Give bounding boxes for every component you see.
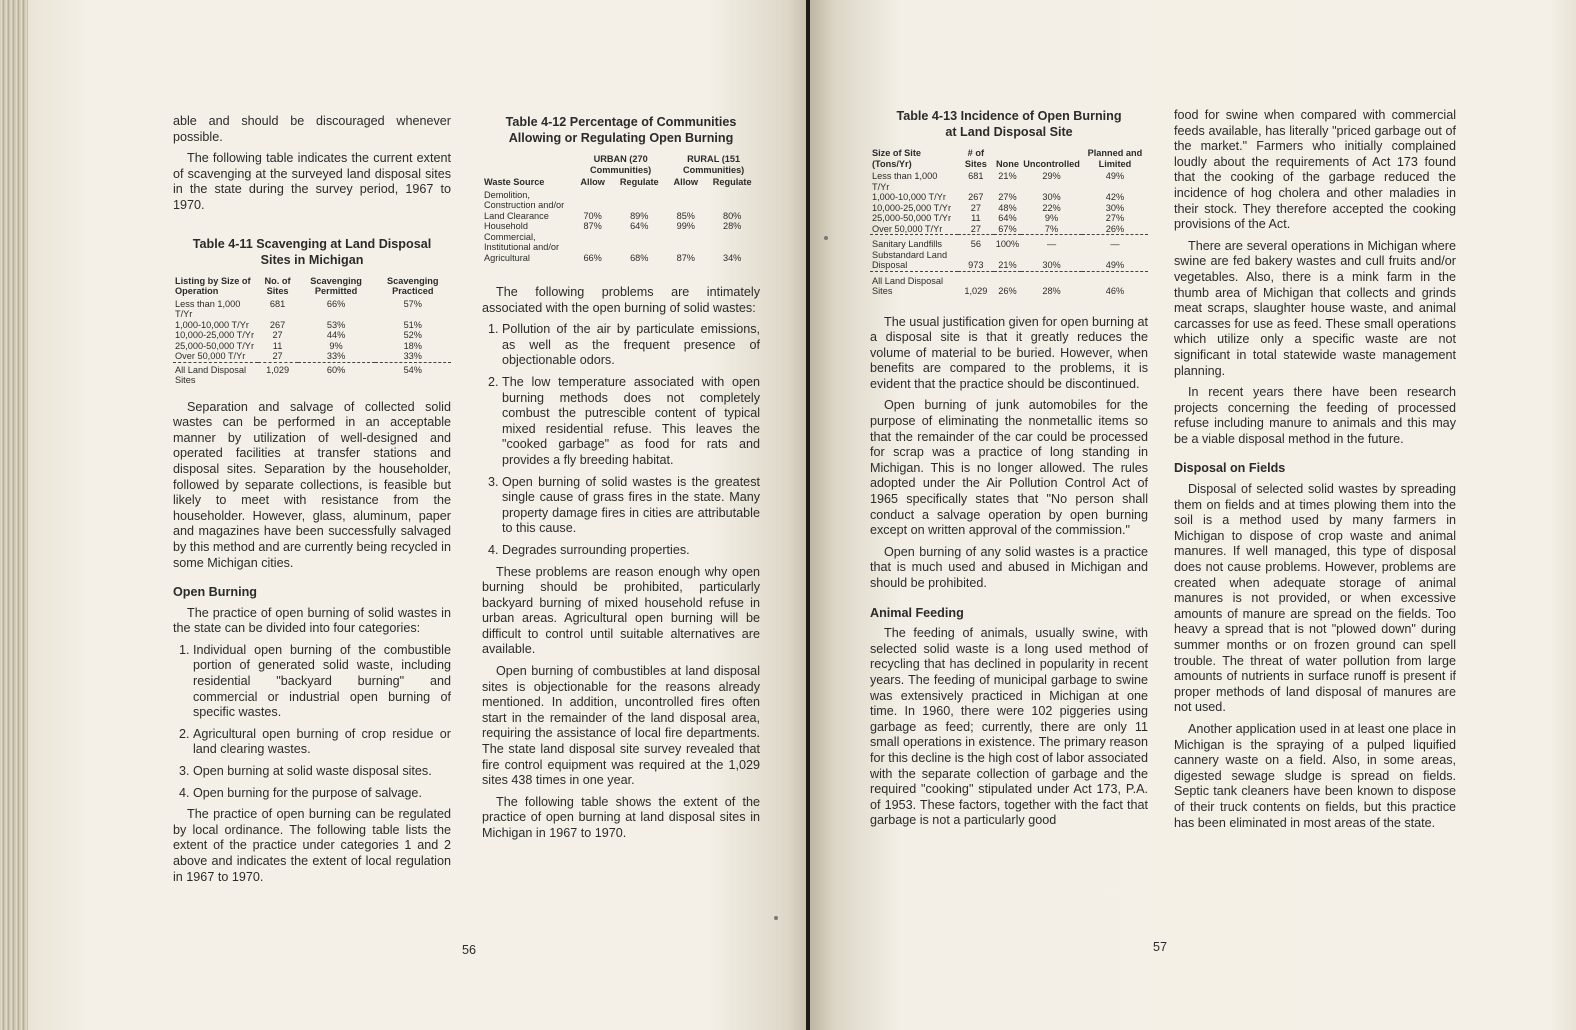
table-row: Over 50,000 T/Yr 27 67% 7% 26% — [872, 223, 1125, 234]
table-header: Waste Source — [484, 177, 545, 187]
right-column-2 — [1174, 108, 1456, 837]
list-item: 3. Open burning of solid wastes is the greatest single cause of grass fires in the state. Many property damage fires in cities are attributable to this cause. — [502, 475, 760, 537]
list-item: 1. Individual open burning of the combustible portion of generated solid waste, including residential "backyard burning" and commercial or industrial open burning of specific wastes. — [193, 643, 451, 721]
table-header: Regulate — [619, 177, 659, 187]
right-column-1 — [870, 108, 1148, 835]
section-heading: Disposal on Fields — [1174, 461, 1286, 476]
table-header: Size of Site (Tons/Yr) — [872, 148, 922, 169]
table-row: Household 87% 64% 99% 28% — [484, 221, 742, 231]
table-header: Regulate — [712, 177, 752, 187]
table-row: 10,000-25,000 T/Yr 27 48% 22% 30% — [872, 202, 1125, 213]
left-column-2 — [482, 114, 760, 848]
table-4-12 — [482, 154, 760, 263]
table-row: Over 50,000 T/Yr 27 33% 33% — [175, 351, 422, 362]
paragraph: These problems are reason enough why open burning should be prohibited, particularly backyard burning of mixed household refuse in urban areas. Agricultural open burning will be difficult to control until suitable alternatives are available. — [482, 564, 760, 657]
table-row: Less than 1,000 T/Yr 681 66% 57% — [175, 298, 422, 320]
list-item: 2. The low temperature associated with open burning methods does not completely combust the putrescible content of typical mixed residential refuse. This leaves the "cooked garbage" as food for rats and provides a fly breeding habitat. — [502, 375, 760, 469]
table-row: Less than 1,000 T/Yr 681 21% 29% 49% — [872, 171, 1125, 192]
paragraph: The following table shows the extent of the practice of open burning at land disposal sites in Michigan in 1967 to 1970. — [482, 794, 760, 840]
table-header: None — [995, 158, 1019, 169]
numbered-list — [482, 322, 760, 558]
table-header: Scavenging Practiced — [386, 275, 439, 297]
list-item: 3. Open burning at solid waste disposal sites. — [193, 764, 451, 780]
paragraph: Separation and salvage of collected solid wastes can be performed in an acceptable manner by utilization of well-designed and operated facilities at transfer stations and disposal sites. Separation by the householder, followed by separate collections, is feasible but likely to meet with resistance from the householder. However, glass, aluminum, paper and magazines have been successfully salvaged by this method and are currently being recycled in some Michigan cities. — [173, 399, 451, 570]
table-header: Planned and Limited — [1087, 148, 1143, 169]
paragraph: food for swine when compared with commercial feeds available, has literally "priced garbage out of the market." Farmers who initially complained loudly about the requirements of Act 173 found that the cooking of the garbage reduced the incidence of hog cholera and other maladies in their stock. They therefore accepted the cooking provisions of the Act. — [1174, 108, 1456, 232]
left-column-1 — [173, 114, 451, 891]
table-group-header: RURAL (151 Communities) — [682, 154, 745, 175]
paragraph: The practice of open burning can be regulated by local ordinance. The following table lists the extent of the practice under categories 1 and 2 above and indicates the extent of local regulation in 1967 to 1970. — [173, 807, 451, 884]
table-row: 25,000-50,000 T/Yr 11 9% 18% — [175, 340, 422, 351]
section-heading: Animal Feeding — [870, 605, 964, 620]
list-item: 4. Open burning for the purpose of salvage. — [193, 786, 451, 802]
paragraph: Open burning of junk automobiles for the purpose of eliminating the nonmetallic items so that the remainder of the car could be processed for scrap was a practice of long standing in Michigan. This is no longer allowed. The rules adopted under the Air Pollution Control Act of 1965 specifically states that "No person shall conduct a salvage operation by open burning except on written approval of the commission." — [870, 398, 1148, 538]
list-item: 4. Degrades surrounding properties. — [502, 543, 760, 559]
paragraph: In recent years there have been research projects concerning the feeding of processed refuse including manure to animals and this may be a viable disposal method in the future. — [1174, 385, 1456, 446]
table-header: # of Sites — [964, 148, 987, 169]
left-page — [28, 0, 810, 1030]
numbered-list — [173, 643, 451, 801]
paragraph: able and should be discouraged whenever possible. — [173, 114, 451, 144]
table-group-header: URBAN (270 Communities) — [589, 154, 652, 175]
paragraph: Open burning of any solid wastes is a practice that is much used and abused in Michigan and should be prohibited. — [870, 544, 1148, 590]
table-header: Listing by Size of Operation — [175, 275, 251, 297]
paragraph: Another application used in at least one place in Michigan is the spraying of a pulped liquified cannery waste on a field. Also, in some areas, digested sewage sludge is spread on fields. Septic tank cleaners have been known to dispose of their truck contents on fields, but this practice has been eliminated in most areas of the state. — [1174, 721, 1456, 830]
table-row: Sanitary Landfills 56 100% — — — [870, 235, 1148, 250]
table-row: Substandard Land Disposal 973 21% 30% 49% — [872, 249, 1125, 270]
table-header: Scavenging Permitted — [310, 275, 362, 297]
table-header: Uncontrolled — [1023, 158, 1080, 169]
table-4-12-caption: Table 4-12 Percentage of Communities Allowing or Regulating Open Burning — [505, 115, 737, 145]
table-4-11 — [173, 276, 451, 386]
print-speck — [824, 236, 828, 240]
paragraph: Open burning of combustibles at land disposal sites is objectionable for the reasons already mentioned. In addition, uncontrolled fires often start in the remainder of the land disposal area, requiring the assistance of local fire departments. The state land disposal site survey revealed that fire control equipment was required at the 1,029 sites 438 times in one year. — [482, 664, 760, 788]
table-4-11-caption: Table 4-11 Scavenging at Land Disposal Sites in Michigan — [192, 236, 432, 267]
table-header: No. of Sites — [264, 275, 291, 297]
list-item: 2. Agricultural open burning of crop residue or land clearing wastes. — [193, 727, 451, 758]
table-row: Demolition, Construction and/or Land Clearance 70% 89% 85% 80% — [484, 189, 742, 221]
list-item: 1. Pollution of the air by particulate emissions, as well as the frequent presence of objectionable odors. — [502, 322, 760, 369]
table-row: 1,000-10,000 T/Yr 267 53% 51% — [175, 319, 422, 330]
print-speck — [774, 916, 778, 920]
book-page-edges — [0, 0, 30, 1030]
paragraph: The practice of open burning of solid wastes in the state can be divided into four categories: — [173, 605, 451, 636]
paragraph: The feeding of animals, usually swine, with selected solid waste is a long used method of recycling that has declined in popularity in recent years. The feeding of municipal garbage to swine was extensively practiced in Michigan at one time. In 1960, there were 102 piggeries using garbage as feed; currently, there are only 11 small operations in existence. The primary reason for this decline is the high cost of labor associated with the separate collection of garbage and the required "cooking" stipulated under Act 173, P.A. of 1953. These factors, together with the fact that garbage is not a particularly good — [870, 626, 1148, 828]
table-total-row: All Land Disposal Sites 1,029 60% 54% — [173, 362, 451, 386]
table-4-13 — [870, 148, 1148, 297]
table-header: Allow — [673, 177, 699, 187]
table-header: Allow — [580, 177, 605, 187]
paragraph: Disposal of selected solid wastes by spreading them on fields and at times plowing them into the soil is a method used by many farmers in Michigan to dispose of crop waste and animal manures. If well managed, this type of disposal does not cause problems. However, problems are created when adequate storage of animal manures is not provided, or when excessive amounts of manure are spread on the fields. Too heavy a spread that is not "plowed down" during summer months or on frozen ground can spell trouble. The threat of water pollution from large amounts of nutrients in surface runoff is present if proper methods of land disposal of manures are not used. — [1174, 482, 1456, 715]
table-4-13-caption: Table 4-13 Incidence of Open Burning at Land Disposal Site — [896, 109, 1122, 139]
table-total-row: All Land Disposal Sites 1,029 26% 28% 46% — [870, 271, 1148, 297]
section-heading: Open Burning — [173, 585, 257, 600]
paragraph: The following problems are intimately associated with the open burning of solid wastes: — [482, 285, 760, 315]
paragraph: The usual justification given for open burning at a disposal site is that it greatly reduces the volume of material to be buried. However, when benefits are compared to the problems, it is evident that the practice should be discontinued. — [870, 314, 1148, 391]
table-row: 1,000-10,000 T/Yr 267 27% 30% 42% — [872, 192, 1125, 202]
page-number: 57 — [1153, 940, 1168, 954]
right-page — [810, 0, 1576, 1030]
paragraph: There are several operations in Michigan where swine are fed bakery wastes and cull fruits and/or vegetables. Also, there is a mink farm in the thumb area of Michigan that collects and grinds meat scraps, slaughter house waste, and animal carcasses for use as feed. These small operations which utilize only a specific waste are not significant in total statewide waste management planning. — [1174, 238, 1456, 378]
page-number: 56 — [462, 943, 477, 957]
table-row: 10,000-25,000 T/Yr 27 44% 52% — [175, 330, 422, 341]
table-row: Commercial, Institutional and/or Agricultural 66% 68% 87% 34% — [484, 231, 742, 263]
table-row: 25,000-50,000 T/Yr 11 64% 9% 27% — [872, 213, 1125, 223]
paragraph: The following table indicates the current extent of scavenging at the surveyed land disposal sites in the state during the survey period, 1967 to 1970. — [173, 151, 451, 212]
